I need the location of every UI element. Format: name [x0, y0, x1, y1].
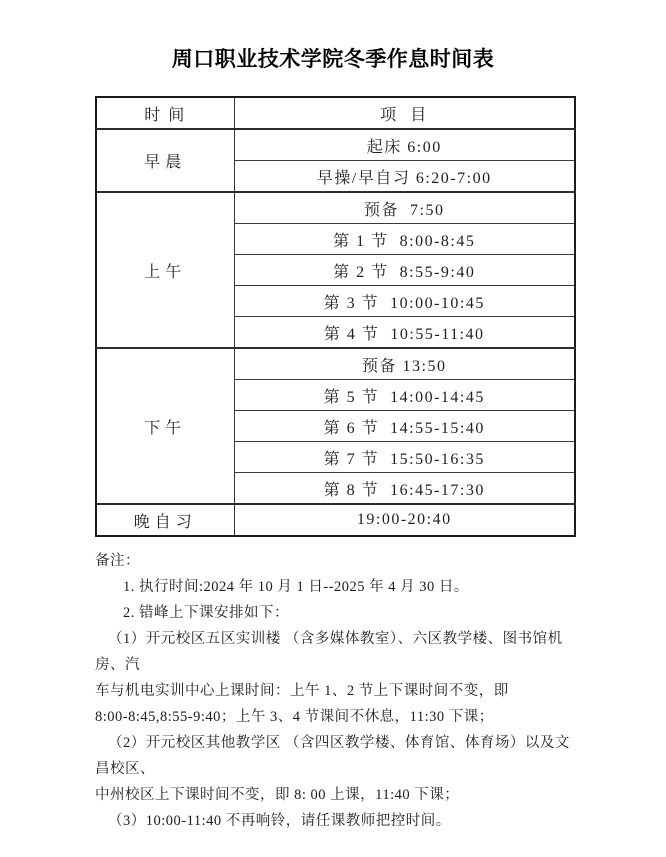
schedule-item: 第 7 节 15:50-16:35	[234, 442, 575, 473]
column-header-item: 项 目	[234, 97, 575, 129]
note-line: 中州校区上下课时间不变，即 8: 00 上课，11:40 下课；	[95, 787, 460, 803]
schedule-item: 早操/早自习 6:20-7:00	[234, 161, 575, 193]
column-header-time: 时 间	[96, 97, 234, 129]
schedule-item: 第 3 节 10:00-10:45	[234, 286, 575, 317]
note-line: 2. 错峰上下课安排如下：	[123, 605, 289, 621]
notes-label: 备注：	[95, 553, 140, 569]
table-row	[96, 504, 575, 536]
note-line: （2）开元校区其他教学区 （含四区教学楼、体育馆、体育场）以及文昌校区、	[95, 735, 570, 777]
schedule-table	[95, 96, 576, 537]
note-line: 车与机电实训中心上课时间：上午 1、2 节上下课时间不变，即	[95, 683, 509, 699]
period-evening-study: 晚自习	[96, 504, 234, 536]
schedule-item: 预备 13:50	[234, 348, 575, 380]
schedule-item: 第 8 节 16:45-17:30	[234, 473, 575, 505]
note-line: （1）开元校区五区实训楼 （含多媒体教室）、六区教学楼、图书馆机房、汽	[95, 631, 563, 673]
note-line: （3）10:00-11:40 不再响铃，请任课教师把控时间。	[108, 813, 451, 829]
schedule-item: 预备 7:50	[234, 192, 575, 224]
note-line: 1. 执行时间:2024 年 10 月 1 日--2025 年 4 月 30 日。	[123, 579, 469, 595]
period-morning-early: 早晨	[96, 129, 234, 192]
schedule-item: 第 2 节 8:55-9:40	[234, 255, 575, 286]
schedule-item: 19:00-20:40	[234, 504, 575, 536]
schedule-item: 起床 6:00	[234, 129, 575, 161]
period-afternoon: 下午	[96, 348, 234, 504]
schedule-item: 第 5 节 14:00-14:45	[234, 380, 575, 411]
schedule-item: 第 1 节 8:00-8:45	[234, 224, 575, 255]
notes-section	[95, 548, 579, 834]
schedule-item: 第 4 节 10:55-11:40	[234, 317, 575, 349]
note-line: 8:00-8:45,8:55-9:40；上午 3、4 节课间不休息，11:30 下课；	[95, 709, 494, 725]
table-header-row	[96, 97, 575, 129]
document-title: 周口职业技术学院冬季作息时间表	[171, 47, 495, 71]
table-row	[96, 129, 575, 161]
period-forenoon: 上午	[96, 192, 234, 348]
schedule-item: 第 6 节 14:55-15:40	[234, 411, 575, 442]
table-row	[96, 348, 575, 380]
table-row	[96, 192, 575, 224]
